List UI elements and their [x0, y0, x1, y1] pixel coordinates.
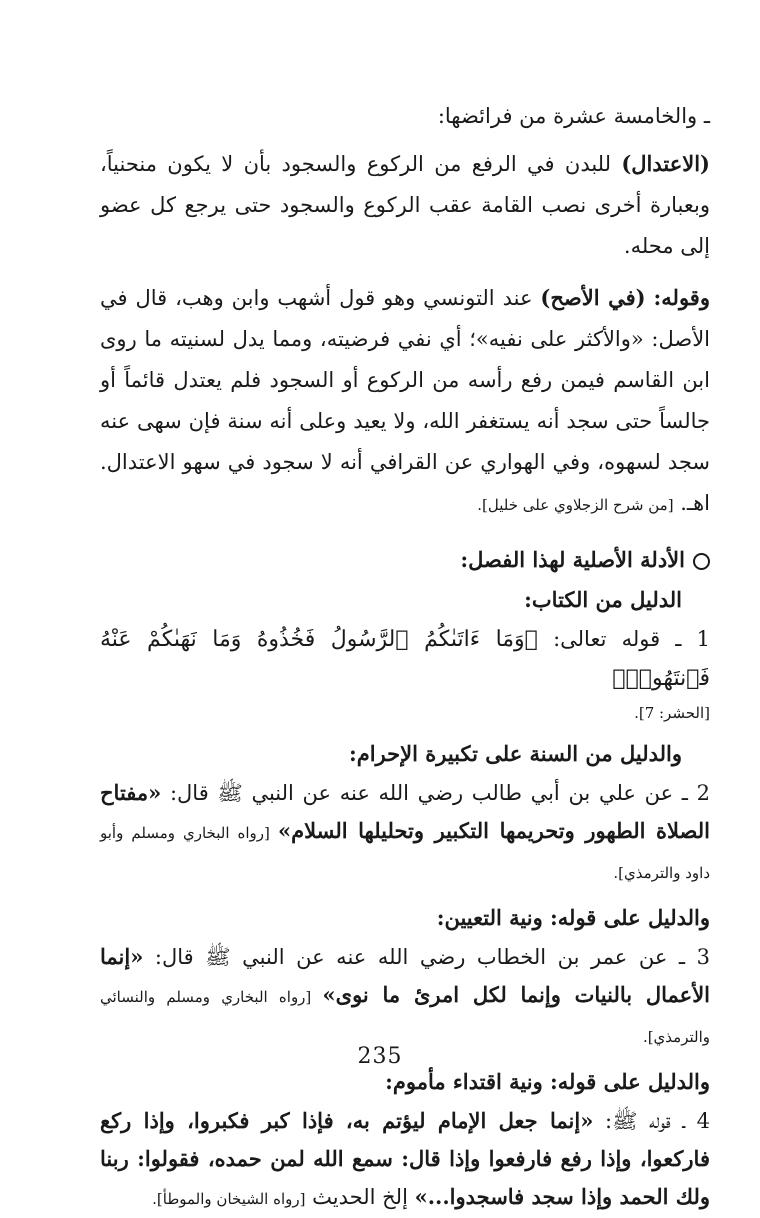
item4-reference: [رواه الشيخان والموطأ].: [152, 1190, 306, 1208]
page-number: 235: [357, 1044, 403, 1069]
fifteenth-obligation-heading: ـ والخامسة عشرة من فرائضها:: [437, 104, 710, 128]
itidal-text: للبدن في الرفع من الركوع والسجود بأن لا يكون منحنياً، وبعبارة أخرى نصب القامة عقب الركوع والسجود حتى يرجع كل عضو إلى محله.: [100, 152, 710, 258]
evidence-heading: الأدلة الأصلية لهذا الفصل:: [100, 540, 710, 580]
item1-reference: [الحشر: 7].: [634, 704, 710, 722]
asahh-source: [من شرح الزجلاوي على خليل].: [477, 496, 674, 514]
item1-prefix: 1 ـ قوله تعالى:: [537, 627, 711, 651]
item-2: [100, 774, 710, 892]
item4-tail: إلخ الحديث: [305, 1185, 415, 1209]
tayin-heading: والدليل على قوله: ونية التعيين:: [436, 905, 710, 930]
circle-bullet-icon: [693, 553, 710, 570]
item2-reference: [رواه البخاري ومسلم وأبو داود والترمذي].: [100, 824, 710, 882]
item1-verse: ﴿وَمَا ءَاتَىٰكُمُ ٱلرَّسُولُ فَخُذُوهُ وَمَا نَهَىٰكُمْ عَنْهُ فَٱنتَهُوا۟﴾: [100, 627, 710, 691]
qawl-label: وقوله:: [653, 285, 710, 310]
item3-text: 3 ـ عن عمر بن الخطاب رضي الله عنه عن النبي ﷺ قال:: [143, 945, 710, 969]
asahh-term: (في الأصح): [540, 285, 646, 310]
iqtida-heading: والدليل على قوله: ونية اقتداء مأموم:: [385, 1069, 710, 1094]
item3-hadith: «إنما الأعمال بالنيات وإنما لكل امرئ ما نوى»: [100, 944, 710, 1007]
item3-reference: [رواه البخاري ومسلم والنسائي والترمذي].: [100, 988, 710, 1046]
item2-text: 2 ـ عن علي بن أبي طالب رضي الله عنه عن النبي ﷺ قال:: [161, 781, 710, 805]
kitab-heading: الدليل من الكتاب:: [524, 587, 682, 612]
item-1: [100, 620, 710, 698]
itidal-paragraph: [100, 143, 710, 267]
asahh-paragraph: [100, 277, 710, 526]
asahh-text: عند التونسي وهو قول أشهب وابن وهب، قال في الأصل: «والأكثر على نفيه»؛ أي نفي فرضيته، ومما يدل لسنيته ما روى ابن القاسم فيمن رفع رأسه من الركوع أو السجود فلم يعتدل قائماً أو جالساً حتى سجد أنه يستغفر الله، ولا يعيد وعلى أنه سنة فإن سهى عنه سجد لسهوه، وفي الهواري عن القرافي أنه لا سجود في سهو الاعتدال. اهـ.: [100, 286, 710, 515]
item-4: [100, 1102, 710, 1218]
ihram-heading: والدليل من السنة على تكبيرة الإحرام:: [348, 741, 682, 766]
item-3: [100, 938, 710, 1056]
item4-text: 4 ـ قوله ﷺ:: [593, 1109, 710, 1133]
item4-hadith: «إنما جعل الإمام ليؤتم به، فإذا كبر فكبروا، وإذا ركع فاركعوا، وإذا رفع فارفعوا وإذا قال: سمع الله لمن حمده، فقولوا: ربنا ولك الحمد وإذا سجد فاسجدوا...»: [100, 1108, 710, 1209]
item2-hadith: «مفتاح الصلاة الطهور وتحريمها التكبير وتحليلها السلام»: [100, 780, 711, 843]
itidal-term: (الاعتدال): [621, 151, 710, 176]
